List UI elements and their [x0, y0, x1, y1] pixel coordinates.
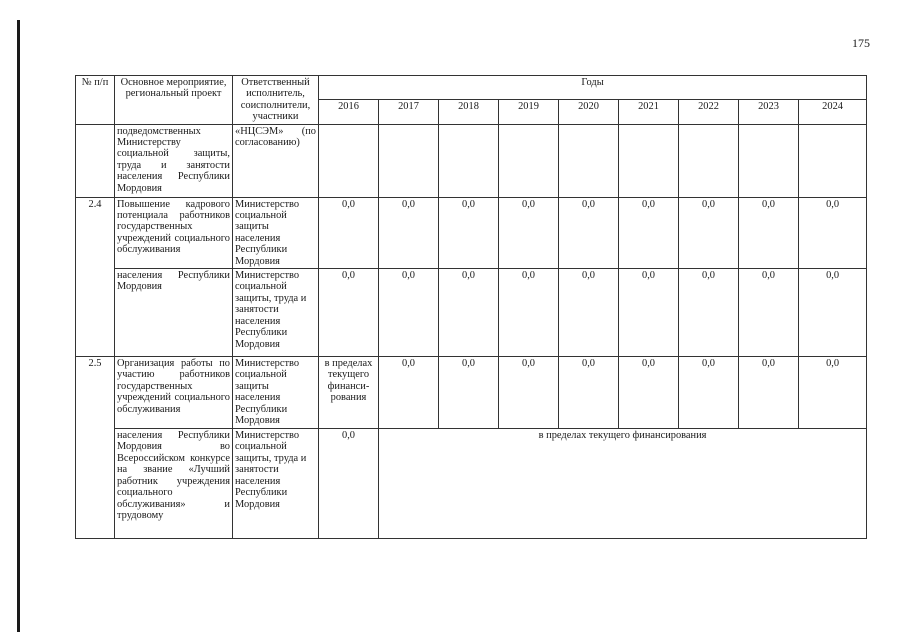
value-cell: в пределах текущего финанси- рования [319, 357, 379, 429]
row-num [76, 124, 115, 197]
value-cell: 0,0 [559, 197, 619, 268]
value-cell: 0,0 [499, 269, 559, 357]
value-cell: 0,0 [679, 269, 739, 357]
event-text: Повышение кадрового потенциала работников государственных учреждений социального обслуживания [115, 197, 233, 268]
value-cell: 0,0 [679, 197, 739, 268]
value-cell: 0,0 [319, 429, 379, 539]
value-cell: 0,0 [379, 269, 439, 357]
row-num: 2.5 [76, 357, 115, 539]
value-cell: 0,0 [499, 197, 559, 268]
value-cell [319, 124, 379, 197]
table-row [76, 357, 867, 429]
header-year: 2020 [559, 100, 619, 124]
page-number: 175 [852, 36, 870, 50]
value-cell [799, 124, 867, 197]
value-cell: 0,0 [319, 197, 379, 268]
value-cell: 0,0 [739, 269, 799, 357]
value-cell: 0,0 [799, 197, 867, 268]
value-cell: 0,0 [739, 197, 799, 268]
value-cell: 0,0 [799, 357, 867, 429]
header-year: 2024 [799, 100, 867, 124]
table-row [76, 197, 867, 268]
value-cell [439, 124, 499, 197]
value-cell: 0,0 [379, 197, 439, 268]
plan-table [75, 75, 867, 539]
header-year: 2017 [379, 100, 439, 124]
value-cell: 0,0 [439, 357, 499, 429]
financing-note: в пределах текущего финансирования [379, 429, 867, 539]
value-cell: 0,0 [619, 269, 679, 357]
value-cell [559, 124, 619, 197]
responsible-text: Министерство социальной защиты населения Республики Мордовия [233, 197, 319, 268]
header-year: 2019 [499, 100, 559, 124]
responsible-text: Министерство социальной защиты, труда и занятости населения Республики Мордовия [233, 269, 319, 357]
header-year: 2018 [439, 100, 499, 124]
responsible-text: Министерство социальной защиты, труда и занятости населения Республики Мордовия [233, 429, 319, 539]
value-cell [619, 124, 679, 197]
binding-line [17, 20, 20, 632]
value-cell: 0,0 [379, 357, 439, 429]
value-cell: 0,0 [619, 357, 679, 429]
value-cell: 0,0 [739, 357, 799, 429]
table-row [76, 269, 867, 357]
row-num: 2.4 [76, 197, 115, 356]
value-cell [499, 124, 559, 197]
header-year: 2021 [619, 100, 679, 124]
value-cell: 0,0 [559, 269, 619, 357]
responsible-text: Министерство социальной защиты населения Республики Мордовия [233, 357, 319, 429]
event-text: населения Республики Мордовия [115, 269, 233, 357]
value-cell [739, 124, 799, 197]
event-text: подведомственных Министерству социальной защиты, труда и занятости населения Республики Мордовия [115, 124, 233, 197]
value-cell: 0,0 [439, 197, 499, 268]
value-cell: 0,0 [679, 357, 739, 429]
value-cell: 0,0 [619, 197, 679, 268]
event-text: населения Республики Мордовия во Всероссийском конкурсе на звание «Лучший работник учреждения социального обслуживания» и трудовому [115, 429, 233, 539]
header-year: 2023 [739, 100, 799, 124]
responsible-text: «НЦСЭМ» (по согласованию) [233, 124, 319, 197]
header-event: Основное мероприятие, региональный проект [115, 76, 233, 125]
value-cell: 0,0 [499, 357, 559, 429]
value-cell: 0,0 [799, 269, 867, 357]
table-row [76, 124, 867, 197]
event-text: Организация работы по участию работников государственных учреждений социального обслуживания [115, 357, 233, 429]
table-row [76, 429, 867, 539]
header-num: № п/п [76, 76, 115, 125]
header-years: Годы [319, 76, 867, 100]
value-cell: 0,0 [559, 357, 619, 429]
value-cell: 0,0 [319, 269, 379, 357]
value-cell [379, 124, 439, 197]
header-year: 2016 [319, 100, 379, 124]
value-cell: 0,0 [439, 269, 499, 357]
value-cell [679, 124, 739, 197]
header-year: 2022 [679, 100, 739, 124]
header-responsible: Ответственный исполнитель, соисполнители, участники [233, 76, 319, 125]
